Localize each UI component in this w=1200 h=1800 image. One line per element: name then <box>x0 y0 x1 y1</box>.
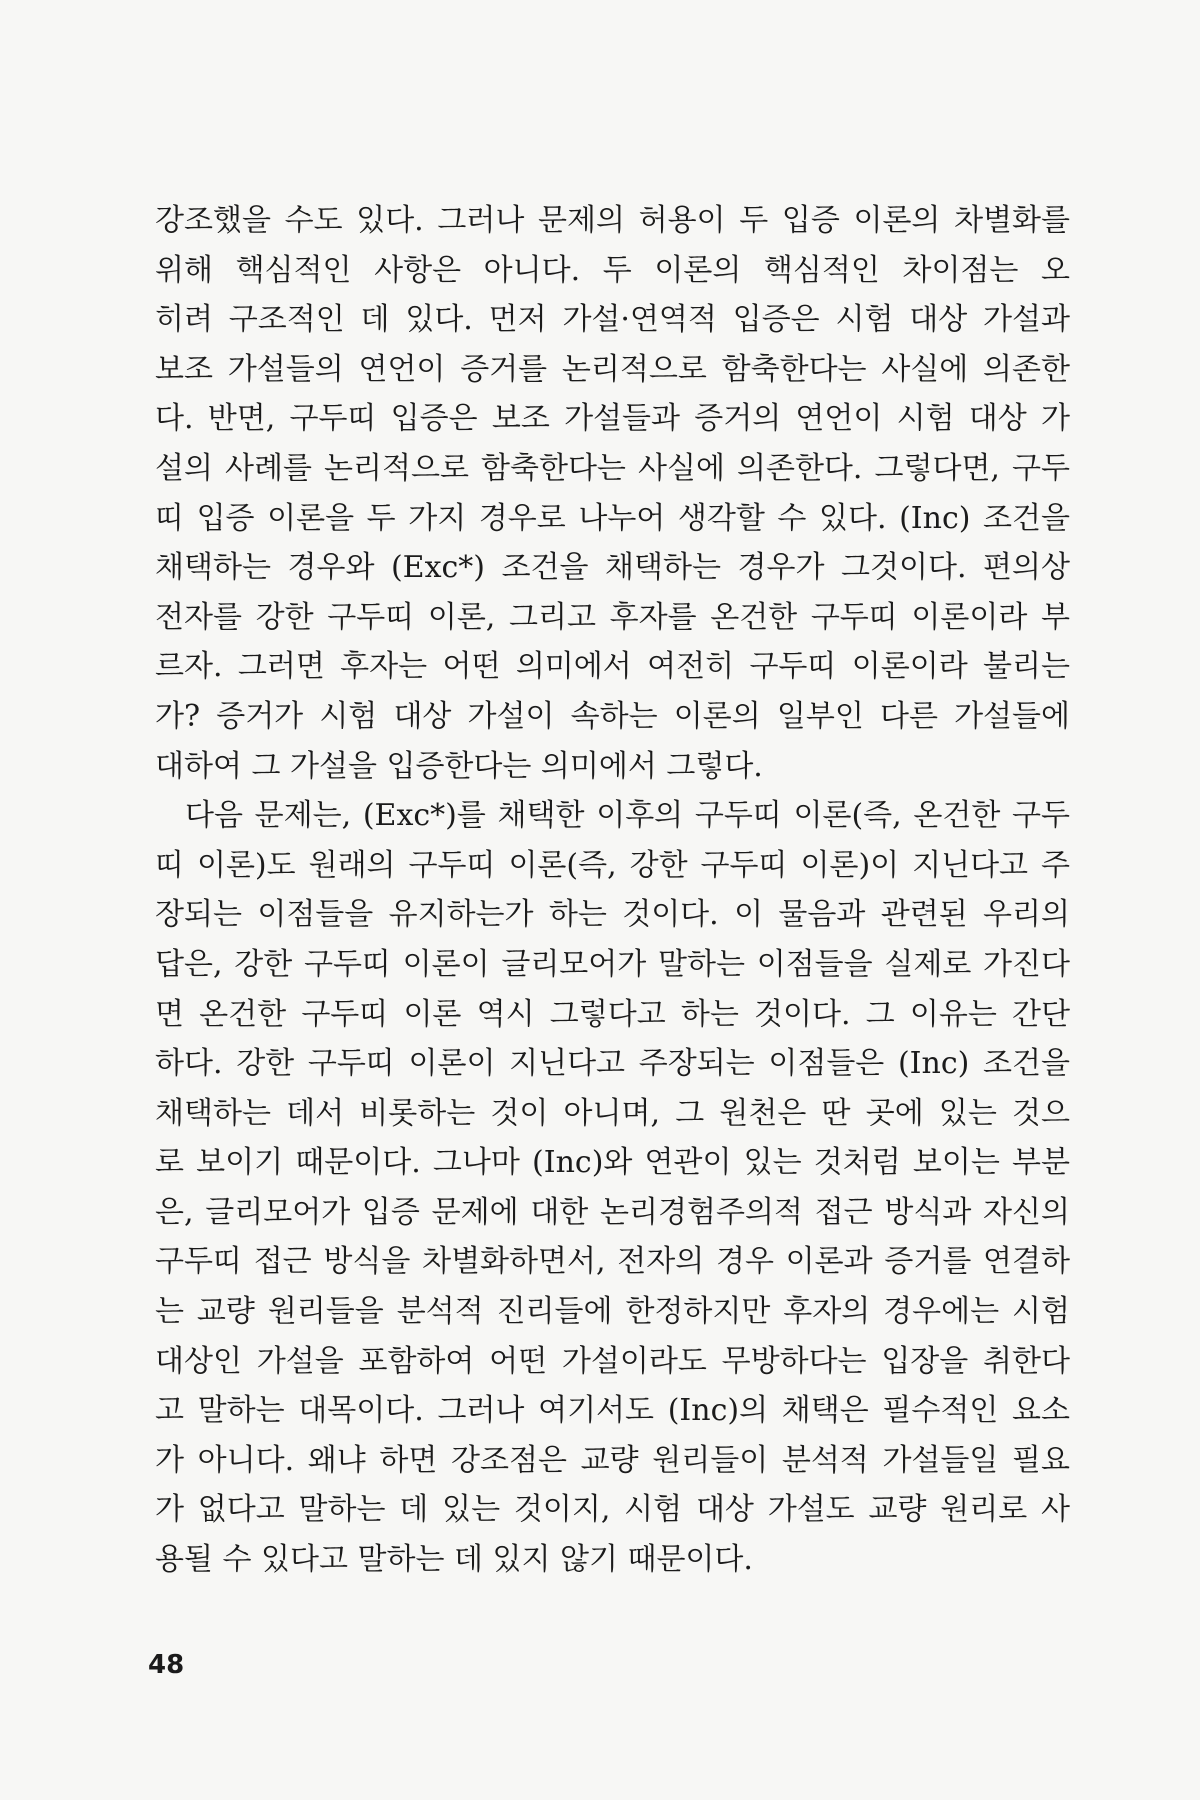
text-line: 장되는 이점들을 유지하는가 하는 것이다. 이 물음과 관련된 우리의 <box>155 897 1070 933</box>
text-line: 보조 가설들의 연언이 증거를 논리적으로 함축한다는 사실에 의존한 <box>155 351 1070 387</box>
text-line: 고 말하는 대목이다. 그러나 여기서도 (Inc)의 채택은 필수적인 요소 <box>155 1393 1070 1429</box>
paragraph-1 <box>155 196 1070 791</box>
text-line: 용될 수 있다고 말하는 데 있지 않기 때문이다. <box>155 1542 753 1578</box>
text-line: 가? 증거가 시험 대상 가설이 속하는 이론의 일부인 다른 가설들에 <box>155 698 1070 734</box>
text-line: 은, 글리모어가 입증 문제에 대한 논리경험주의적 접근 방식과 자신의 <box>155 1194 1070 1230</box>
text-line: 면 온건한 구두띠 이론 역시 그렇다고 하는 것이다. 그 이유는 간단 <box>155 996 1070 1032</box>
text-line: 가 아니다. 왜냐 하면 강조점은 교량 원리들이 분석적 가설들일 필요 <box>155 1442 1070 1478</box>
text-line: 위해 핵심적인 사항은 아니다. 두 이론의 핵심적인 차이점는 오 <box>155 252 1070 288</box>
text-line: 강조했을 수도 있다. 그러나 문제의 허용이 두 입증 이론의 차별화를 <box>155 203 1070 238</box>
text-line: 설의 사례를 논리적으로 함축한다는 사실에 의존한다. 그렇다면, 구두 <box>155 450 1070 486</box>
text-line: 대하여 그 가설을 입증한다는 의미에서 그렇다. <box>155 748 763 784</box>
text-line: 답은, 강한 구두띠 이론이 글리모어가 말하는 이점들을 실제로 가진다 <box>155 946 1070 982</box>
text-line: 전자를 강한 구두띠 이론, 그리고 후자를 온건한 구두띠 이론이라 부 <box>155 599 1070 635</box>
text-line: 다. 반면, 구두띠 입증은 보조 가설들과 증거의 연언이 시험 대상 가 <box>155 401 1070 437</box>
body-text <box>155 196 1070 1585</box>
text-line: 다음 문제는, (Exc*)를 채택한 이후의 구두띠 이론(즉, 온건한 구두 <box>185 798 1070 834</box>
text-line: 채택하는 데서 비롯하는 것이 아니며, 그 원천은 딴 곳에 있는 것으 <box>155 1095 1070 1131</box>
text-line: 띠 입증 이론을 두 가지 경우로 나누어 생각할 수 있다. (Inc) 조건을 <box>155 500 1070 536</box>
text-line: 르자. 그러면 후자는 어떤 의미에서 여전히 구두띠 이론이라 불리는 <box>155 649 1070 685</box>
text-line: 채택하는 경우와 (Exc*) 조건을 채택하는 경우가 그것이다. 편의상 <box>155 550 1070 586</box>
page-number: 48 <box>148 1650 185 1680</box>
text-line: 구두띠 접근 방식을 차별화하면서, 전자의 경우 이론과 증거를 연결하 <box>155 1244 1070 1280</box>
text-line: 로 보이기 때문이다. 그나마 (Inc)와 연관이 있는 것처럼 보이는 부분 <box>155 1145 1070 1181</box>
text-line: 대상인 가설을 포함하여 어떤 가설이라도 무방하다는 입장을 취한다 <box>155 1343 1070 1379</box>
text-line: 는 교량 원리들을 분석적 진리들에 한정하지만 후자의 경우에는 시험 <box>155 1294 1070 1330</box>
text-line: 히려 구조적인 데 있다. 먼저 가설·연역적 입증은 시험 대상 가설과 <box>155 302 1070 338</box>
text-line: 하다. 강한 구두띠 이론이 지닌다고 주장되는 이점들은 (Inc) 조건을 <box>155 1046 1070 1082</box>
text-line: 가 없다고 말하는 데 있는 것이지, 시험 대상 가설도 교량 원리로 사 <box>155 1492 1070 1528</box>
paragraph-2 <box>155 791 1070 1585</box>
text-line: 띠 이론)도 원래의 구두띠 이론(즉, 강한 구두띠 이론)이 지닌다고 주 <box>155 847 1070 883</box>
